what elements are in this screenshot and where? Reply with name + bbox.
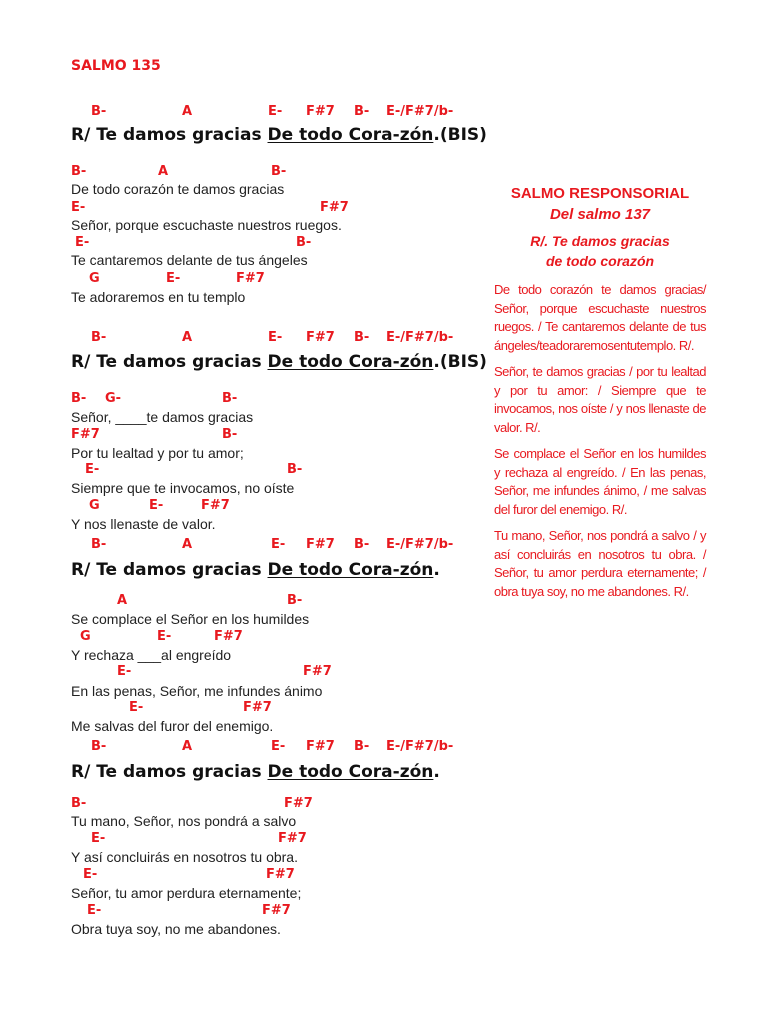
lyric-line: Y rechaza ___al engreído [71, 647, 232, 663]
chord: B- [296, 235, 312, 250]
chord: B- [71, 164, 87, 179]
chord: G- [105, 391, 122, 406]
chord: F#7 [236, 271, 265, 286]
chord: F#7 [201, 498, 230, 513]
chord: G [89, 271, 100, 286]
lyric-line: Te cantaremos delante de tus ángeles [71, 252, 308, 268]
chord: B- [91, 537, 107, 552]
chord: B- [91, 739, 107, 754]
chord: B- [287, 593, 303, 608]
chord: F#7 [214, 629, 243, 644]
chord: E- [87, 903, 102, 918]
panel-heading: SALMO RESPONSORIAL [510, 185, 690, 202]
lyric-line: Me salvas del furor del enemigo. [71, 718, 274, 734]
chord: F#7 [243, 700, 272, 715]
chord: B- [91, 104, 107, 119]
chord: E-/F#7/b- [386, 330, 454, 345]
panel-response [494, 231, 706, 271]
refrain-text: R/ Te damos gracias De todo Cora-zón.(BIS) [71, 125, 487, 145]
chord: B- [287, 462, 303, 477]
lyric-line: En las penas, Señor, me infundes ánimo [71, 683, 323, 699]
panel-stanza: Tu mano, Señor, nos pondrá a salvo / y así concluirás en nosotros tu obra. / Señor, tu amor perdura eternamente; / obra tuya soy, no me abandones. R/. [494, 528, 706, 599]
chord: E- [166, 271, 181, 286]
chord: F#7 [306, 739, 335, 754]
chord: F#7 [303, 664, 332, 679]
chord: A [182, 104, 193, 119]
chord: B- [354, 739, 370, 754]
chord: E- [91, 831, 106, 846]
lyric-line: Se complace el Señor en los humildes [71, 611, 310, 627]
chord: E-/F#7/b- [386, 104, 454, 119]
chord: B- [354, 330, 370, 345]
chord: E- [149, 498, 164, 513]
lyric-line: Señor, tu amor perdura eternamente; [71, 885, 302, 901]
chord: E- [157, 629, 172, 644]
lyric-line: Señor, ____te damos gracias [71, 409, 254, 425]
responsorial-psalm-panel [494, 183, 706, 601]
refrain-text: R/ Te damos gracias De todo Cora-zón. [71, 762, 440, 782]
lyric-line: Señor, porque escuchaste nuestros ruegos. [71, 217, 342, 233]
chord: F#7 [71, 427, 100, 442]
chord: B- [354, 104, 370, 119]
lyric-line: De todo corazón te damos gracias [71, 181, 285, 197]
chord: E- [85, 462, 100, 477]
chord: A [117, 593, 128, 608]
song-title: SALMO 135 [71, 58, 161, 74]
chord: B- [354, 537, 370, 552]
chord: F#7 [306, 537, 335, 552]
chord: F#7 [266, 867, 295, 882]
refrain-text: R/ Te damos gracias De todo Cora-zón. [71, 560, 440, 580]
chord: B- [71, 391, 87, 406]
chord: E- [117, 664, 132, 679]
chord: G [80, 629, 91, 644]
chord: A [182, 739, 193, 754]
lyric-line: Tu mano, Señor, nos pondrá a salvo [71, 813, 297, 829]
chord: B- [222, 391, 238, 406]
chord: E- [129, 700, 144, 715]
chord: E- [83, 867, 98, 882]
panel-stanza: Se complace el Señor en los humildes y rechaza al engreído. / En las penas, Señor, me infundes ánimo, / me salvas del furor del enemigo. R/. [494, 446, 706, 517]
response-line: R/. Te damos gracias [530, 233, 670, 249]
lyric-line: Te adoraremos en tu templo [71, 289, 246, 305]
lyric-line: Siempre que te invocamos, no oíste [71, 480, 295, 496]
lyric-line: Por tu lealtad y por tu amor; [71, 445, 244, 461]
chord: F#7 [284, 796, 313, 811]
response-line: de todo corazón [545, 253, 655, 269]
chord: E- [268, 104, 283, 119]
chord: E- [268, 330, 283, 345]
lyric-line: Y nos llenaste de valor. [71, 516, 216, 532]
chord: E- [71, 200, 86, 215]
lyric-line: Y así concluirás en nosotros tu obra. [71, 849, 298, 865]
chord: F#7 [278, 831, 307, 846]
chord: E-/F#7/b- [386, 537, 454, 552]
panel-stanza: De todo corazón te damos gracias/ Señor, porque escuchaste nuestros ruegos. / Te cantaremos delante de tus ángeles/teadoraremosentutemplo. R/. [494, 282, 706, 353]
chord: G [89, 498, 100, 513]
chord: F#7 [306, 104, 335, 119]
chord: A [158, 164, 169, 179]
chord: F#7 [320, 200, 349, 215]
chord: F#7 [262, 903, 291, 918]
chord: E- [271, 739, 286, 754]
chord: F#7 [306, 330, 335, 345]
lyric-line: Obra tuya soy, no me abandones. [71, 921, 281, 937]
chord: A [182, 537, 193, 552]
chord: A [182, 330, 193, 345]
chord: B- [222, 427, 238, 442]
chord: E-/F#7/b- [386, 739, 454, 754]
refrain-text: R/ Te damos gracias De todo Cora-zón.(BIS) [71, 352, 487, 372]
panel-subheading: Del salmo 137 [549, 206, 651, 223]
chord: B- [271, 164, 287, 179]
panel-stanza: Señor, te damos gracias / por tu lealtad y por tu amor: / Siempre que te invocamos, nos oíste / y nos llenaste de valor. R/. [494, 364, 706, 435]
chord: E- [75, 235, 90, 250]
chord: B- [91, 330, 107, 345]
chord: B- [71, 796, 87, 811]
chord: E- [271, 537, 286, 552]
